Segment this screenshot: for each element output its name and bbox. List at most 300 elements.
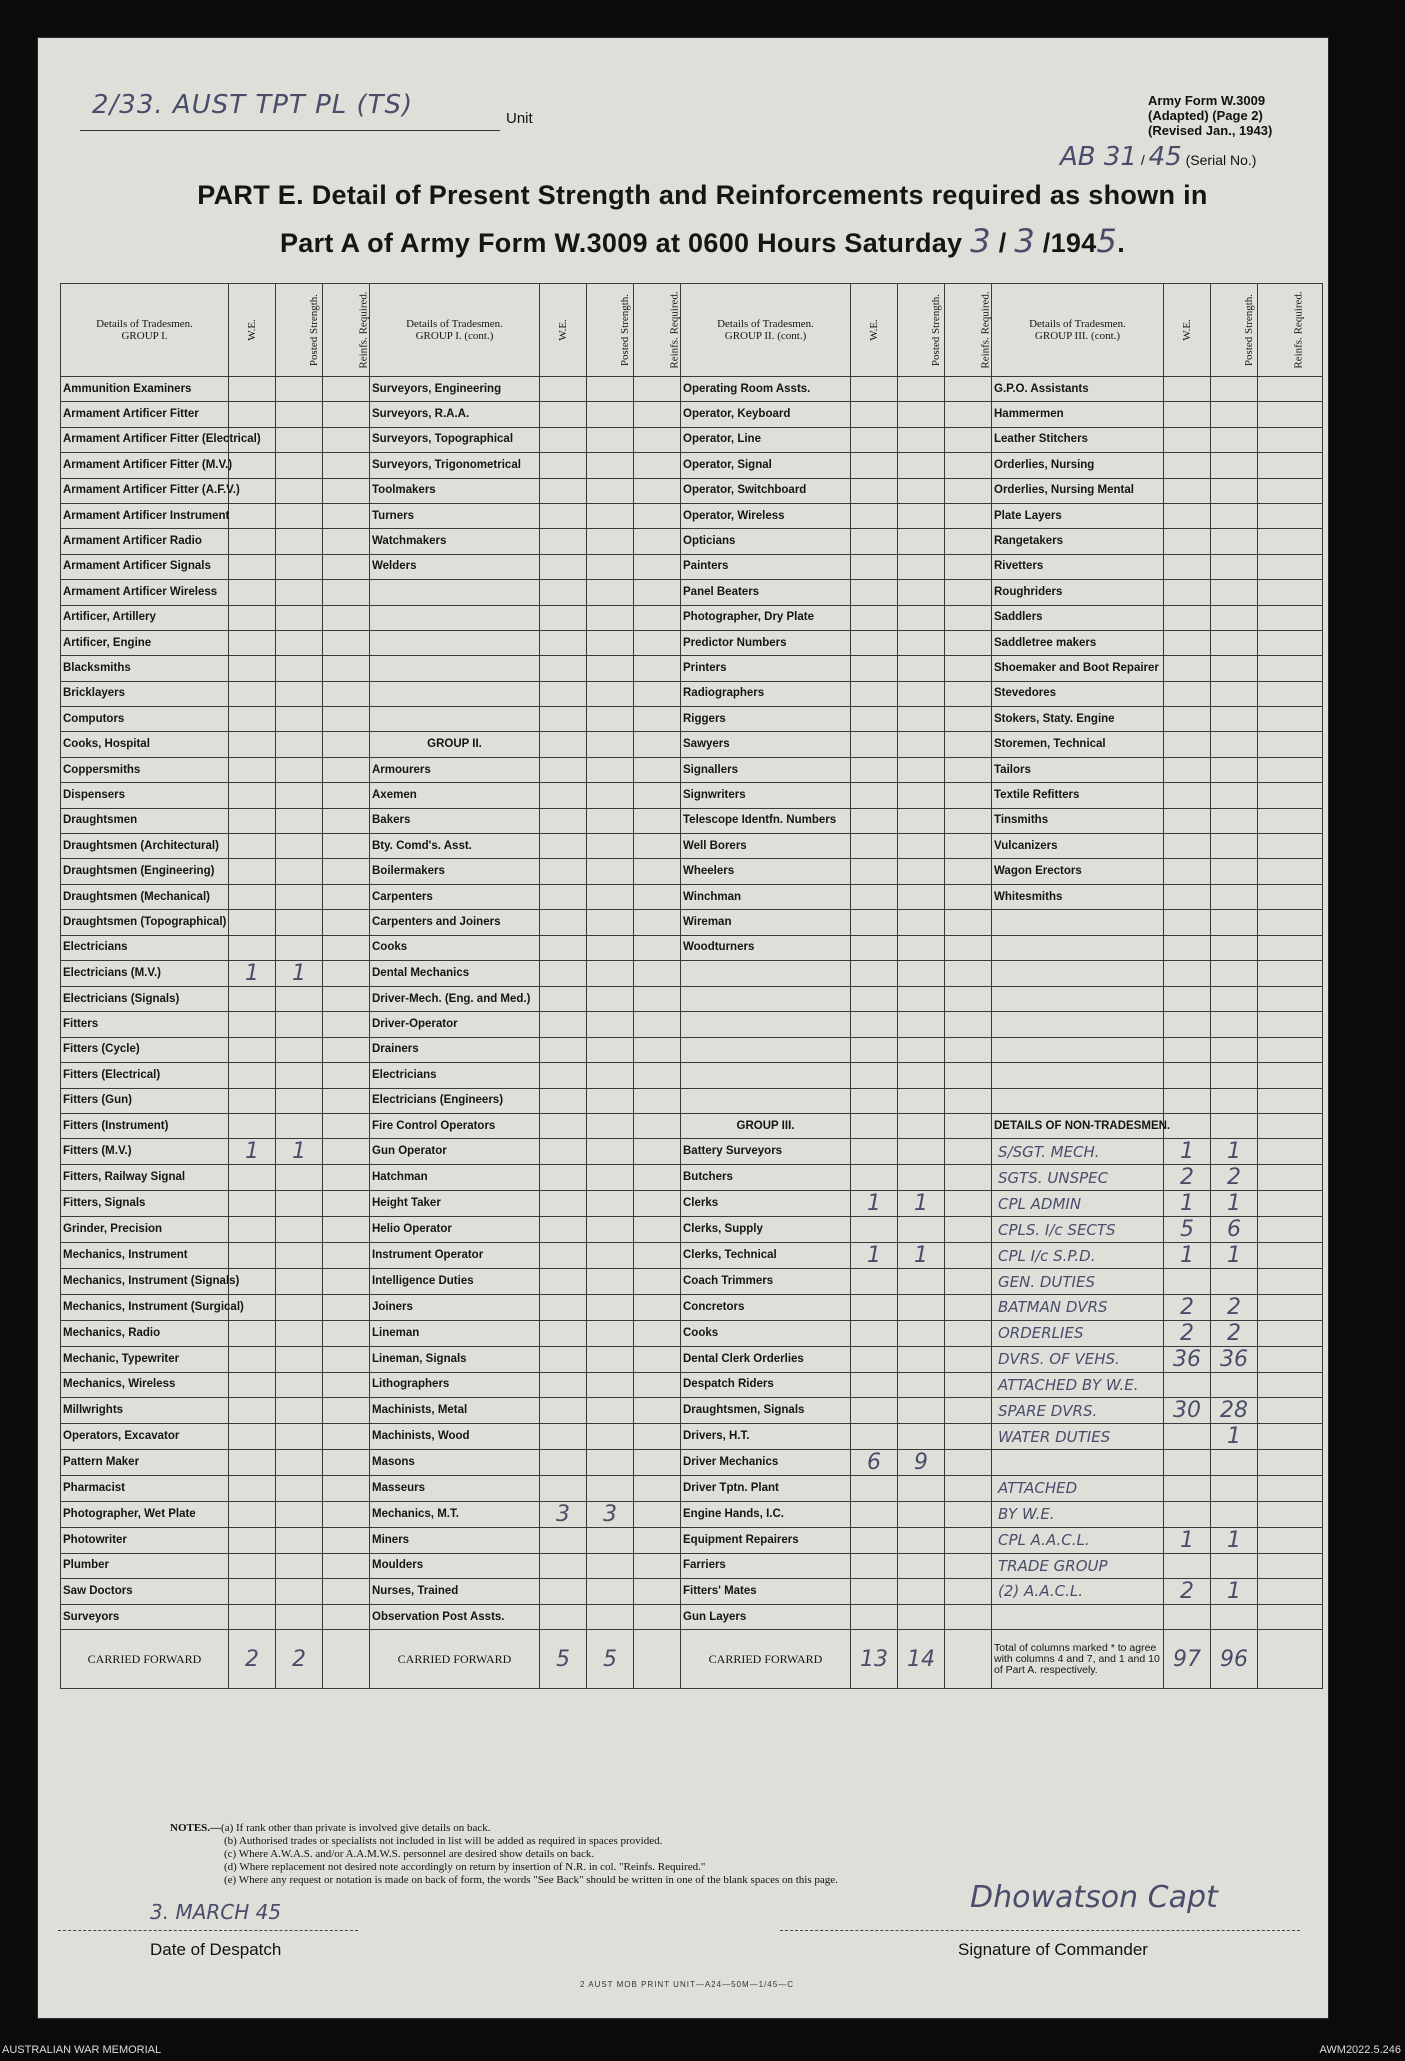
trade-label xyxy=(992,986,1164,1011)
cell-posted xyxy=(587,529,634,554)
cell-we xyxy=(851,783,898,808)
cell-we xyxy=(229,935,276,960)
trade-label: Helio Operator xyxy=(370,1217,540,1243)
cell-reinfs xyxy=(1258,960,1323,986)
title-prefix: Part A of Army Form W.3009 at 0600 Hours Saturday xyxy=(279,228,963,258)
despatch-date-handwritten: 3. MARCH 45 xyxy=(150,1900,282,1924)
cell-reinfs xyxy=(1258,986,1323,1011)
cell-we: 1 xyxy=(851,1191,898,1217)
trade-label: Mechanics, M.T. xyxy=(370,1501,540,1527)
cell-posted xyxy=(276,1372,323,1397)
cell-posted xyxy=(276,884,323,909)
cell-we xyxy=(851,377,898,402)
trade-label: Wagon Erectors xyxy=(992,859,1164,884)
trade-label xyxy=(992,910,1164,935)
cell-we xyxy=(229,681,276,706)
cell-posted: 6 xyxy=(1211,1217,1258,1243)
cell-reinfs xyxy=(945,427,992,452)
cell-reinfs xyxy=(945,935,992,960)
cell-reinfs xyxy=(1258,1372,1323,1397)
table-row xyxy=(61,427,1323,452)
table-row xyxy=(61,884,1323,909)
cell-reinfs xyxy=(945,783,992,808)
cell-reinfs xyxy=(945,910,992,935)
table-row xyxy=(61,1165,1323,1191)
cell-posted xyxy=(276,1450,323,1476)
cell-posted xyxy=(276,1346,323,1372)
trade-label: Operating Room Assts. xyxy=(681,377,851,402)
trade-label: Fire Control Operators xyxy=(370,1113,540,1138)
cell-we xyxy=(851,1269,898,1294)
trade-label: Telescope Identfn. Numbers xyxy=(681,808,851,833)
cell-reinfs xyxy=(634,986,681,1011)
cell-posted xyxy=(276,1269,323,1294)
trade-label: Equipment Repairers xyxy=(681,1527,851,1553)
cell-reinfs xyxy=(323,1346,370,1372)
cell-reinfs xyxy=(323,1269,370,1294)
table-row xyxy=(61,1553,1323,1578)
cell-posted xyxy=(587,1063,634,1088)
trade-label: Pattern Maker xyxy=(61,1450,229,1476)
cell-reinfs xyxy=(1258,1501,1323,1527)
cell-we xyxy=(1164,1476,1211,1501)
cell-we xyxy=(851,1012,898,1037)
trade-label: Storemen, Technical xyxy=(992,732,1164,757)
cell-we xyxy=(540,1476,587,1501)
cell-reinfs xyxy=(1258,529,1323,554)
cell-we xyxy=(229,834,276,859)
table-row xyxy=(61,377,1323,402)
cell-we xyxy=(1164,1450,1211,1476)
cell-we: 2 xyxy=(1164,1294,1211,1320)
cell-we xyxy=(229,1398,276,1424)
table-row xyxy=(61,554,1323,579)
trade-label: Bricklayers xyxy=(61,681,229,706)
cell-reinfs xyxy=(945,884,992,909)
cell-posted xyxy=(1211,1113,1258,1138)
table-row xyxy=(61,960,1323,986)
cell-posted xyxy=(587,1553,634,1578)
cell-posted xyxy=(898,1320,945,1346)
trade-label: Joiners xyxy=(370,1294,540,1320)
trade-label: Welders xyxy=(370,554,540,579)
cell-we xyxy=(851,1604,898,1629)
cell-reinfs xyxy=(634,1088,681,1113)
cell-posted xyxy=(898,783,945,808)
cell-reinfs xyxy=(1258,1320,1323,1346)
cell-posted xyxy=(587,1243,634,1269)
serial-number xyxy=(1060,142,1256,172)
cell-posted xyxy=(898,1063,945,1088)
table-row xyxy=(61,859,1323,884)
cell-we xyxy=(540,834,587,859)
cell-reinfs xyxy=(1258,1217,1323,1243)
cell-reinfs xyxy=(323,1165,370,1191)
cell-posted xyxy=(1211,1604,1258,1629)
cell-reinfs xyxy=(1258,732,1323,757)
trade-label: Fitters, Signals xyxy=(61,1191,229,1217)
cell-posted xyxy=(276,1294,323,1320)
cell-we xyxy=(851,935,898,960)
trade-label: Mechanics, Wireless xyxy=(61,1372,229,1397)
cell-we xyxy=(540,1398,587,1424)
cell-posted xyxy=(276,1553,323,1578)
cell-posted xyxy=(1211,783,1258,808)
cell-posted xyxy=(1211,478,1258,503)
cell-reinfs xyxy=(323,630,370,655)
cell-posted: 1 xyxy=(1211,1578,1258,1604)
cell-posted xyxy=(898,1217,945,1243)
trade-label: SGTS. UNSPEC xyxy=(992,1165,1164,1191)
cell-we xyxy=(540,1037,587,1062)
cell-posted xyxy=(898,402,945,427)
trade-label: ATTACHED xyxy=(992,1476,1164,1501)
cell-reinfs xyxy=(323,453,370,478)
form-reference xyxy=(1148,93,1272,138)
cell-reinfs xyxy=(634,783,681,808)
cell-posted: 3 xyxy=(587,1501,634,1527)
group-heading: GROUP II. xyxy=(370,732,540,757)
unit-label: Unit xyxy=(506,110,533,127)
cell-reinfs xyxy=(323,1398,370,1424)
cell-we xyxy=(851,630,898,655)
cell-posted xyxy=(898,1424,945,1450)
cell-we: 3 xyxy=(540,1501,587,1527)
cell-reinfs xyxy=(945,656,992,681)
cell-reinfs xyxy=(945,986,992,1011)
table-row xyxy=(61,986,1323,1011)
cell-posted xyxy=(587,707,634,732)
cell-we xyxy=(1164,402,1211,427)
cf-posted: 14 xyxy=(898,1630,945,1689)
cell-we xyxy=(229,1113,276,1138)
cell-reinfs xyxy=(634,859,681,884)
cell-we xyxy=(229,377,276,402)
cell-posted xyxy=(1211,732,1258,757)
cell-posted xyxy=(276,1527,323,1553)
trade-label: Armament Artificer Signals xyxy=(61,554,229,579)
cell-reinfs xyxy=(323,1294,370,1320)
cell-we xyxy=(1164,986,1211,1011)
table-row xyxy=(61,1476,1323,1501)
table-row xyxy=(61,580,1323,605)
trade-label: Mechanics, Instrument xyxy=(61,1243,229,1269)
cf-reinfs xyxy=(323,1630,370,1689)
cell-posted xyxy=(898,1578,945,1604)
cell-reinfs xyxy=(945,707,992,732)
trade-label: Fitters, Railway Signal xyxy=(61,1165,229,1191)
carried-forward-row xyxy=(61,1630,1323,1689)
trade-label xyxy=(992,1037,1164,1062)
trade-label xyxy=(370,630,540,655)
cell-reinfs xyxy=(1258,656,1323,681)
cell-posted xyxy=(276,554,323,579)
cell-posted xyxy=(276,1320,323,1346)
trade-label: Photographer, Dry Plate xyxy=(681,605,851,630)
cell-reinfs xyxy=(634,1398,681,1424)
trade-label: Boilermakers xyxy=(370,859,540,884)
trade-label: Woodturners xyxy=(681,935,851,960)
cell-reinfs xyxy=(945,1269,992,1294)
cell-we xyxy=(540,1553,587,1578)
cell-reinfs xyxy=(1258,453,1323,478)
trade-label: Surveyors, Topographical xyxy=(370,427,540,452)
trade-label: Computors xyxy=(61,707,229,732)
trade-label xyxy=(992,935,1164,960)
trade-label: Artificer, Artillery xyxy=(61,605,229,630)
trade-label: Draughtsmen (Topographical) xyxy=(61,910,229,935)
cell-posted xyxy=(1211,1037,1258,1062)
trade-label: Well Borers xyxy=(681,834,851,859)
trade-label: Lineman, Signals xyxy=(370,1346,540,1372)
cell-posted xyxy=(898,707,945,732)
cell-we xyxy=(540,630,587,655)
cell-we xyxy=(1164,1012,1211,1037)
cell-reinfs xyxy=(323,884,370,909)
trade-label: GEN. DUTIES xyxy=(992,1269,1164,1294)
trade-label: Wireman xyxy=(681,910,851,935)
trade-label xyxy=(681,1012,851,1037)
cell-posted xyxy=(898,732,945,757)
cell-reinfs xyxy=(634,580,681,605)
col-header-reinfs: Reinfs. Required. xyxy=(634,284,681,377)
cell-we: 6 xyxy=(851,1450,898,1476)
cell-posted xyxy=(898,1294,945,1320)
col-header-we: W.E. xyxy=(851,284,898,377)
cell-we: 1 xyxy=(851,1243,898,1269)
cell-posted xyxy=(1211,630,1258,655)
trade-label: Fitters (Gun) xyxy=(61,1088,229,1113)
despatch-label: Date of Despatch xyxy=(150,1940,282,1959)
cell-posted xyxy=(587,1012,634,1037)
cell-we xyxy=(1164,859,1211,884)
cell-posted xyxy=(587,1217,634,1243)
trade-label: Mechanics, Instrument (Signals) xyxy=(61,1269,229,1294)
cell-posted xyxy=(1211,884,1258,909)
cell-we xyxy=(851,1424,898,1450)
cell-we xyxy=(851,478,898,503)
cell-we xyxy=(229,503,276,528)
cell-reinfs xyxy=(945,732,992,757)
cell-we xyxy=(229,580,276,605)
cell-we xyxy=(851,427,898,452)
cell-posted xyxy=(1211,554,1258,579)
trade-label: Radiographers xyxy=(681,681,851,706)
cell-posted xyxy=(276,1578,323,1604)
trade-label: Cooks xyxy=(681,1320,851,1346)
cell-we xyxy=(1164,1424,1211,1450)
cell-posted xyxy=(587,884,634,909)
cell-reinfs xyxy=(323,1424,370,1450)
trade-label: Armament Artificer Instrument xyxy=(61,503,229,528)
table-row xyxy=(61,1604,1323,1629)
cell-posted xyxy=(276,1191,323,1217)
trade-label: Clerks, Supply xyxy=(681,1217,851,1243)
cell-posted xyxy=(1211,707,1258,732)
cell-posted xyxy=(587,1113,634,1138)
trade-label: Armament Artificer Radio xyxy=(61,529,229,554)
cell-posted xyxy=(587,1476,634,1501)
cell-posted xyxy=(587,1604,634,1629)
cell-reinfs xyxy=(945,808,992,833)
cell-reinfs xyxy=(634,681,681,706)
cell-reinfs xyxy=(323,554,370,579)
cell-posted xyxy=(1211,1553,1258,1578)
cell-we xyxy=(229,605,276,630)
serial-sep: / xyxy=(1140,152,1145,168)
trade-label: Draughtsmen (Engineering) xyxy=(61,859,229,884)
col-header-we: W.E. xyxy=(1164,284,1211,377)
cell-we xyxy=(229,757,276,782)
cell-we xyxy=(851,554,898,579)
cell-posted xyxy=(587,808,634,833)
cell-posted xyxy=(276,910,323,935)
cell-we xyxy=(540,1269,587,1294)
table-row xyxy=(61,1294,1323,1320)
trade-label: Draughtsmen xyxy=(61,808,229,833)
cell-posted xyxy=(276,1604,323,1629)
cell-posted xyxy=(276,757,323,782)
cell-we xyxy=(229,1501,276,1527)
cell-we xyxy=(851,1398,898,1424)
cell-posted xyxy=(898,1088,945,1113)
cell-reinfs xyxy=(945,1139,992,1165)
trade-label: Intelligence Duties xyxy=(370,1269,540,1294)
cell-reinfs xyxy=(323,1604,370,1629)
cell-we xyxy=(1164,478,1211,503)
cell-reinfs xyxy=(1258,910,1323,935)
trade-label: Mechanics, Instrument (Surgical) xyxy=(61,1294,229,1320)
cell-we xyxy=(851,1527,898,1553)
trade-label xyxy=(681,1063,851,1088)
cell-posted xyxy=(1211,1450,1258,1476)
table-row xyxy=(61,1372,1323,1397)
cell-posted xyxy=(276,834,323,859)
total-label: Total of columns marked * to agree with columns 4 and 7, and 1 and 10 of Part A. respectively. xyxy=(992,1630,1164,1689)
table-row xyxy=(61,732,1323,757)
cf-we: 5 xyxy=(540,1630,587,1689)
trade-label: Stokers, Staty. Engine xyxy=(992,707,1164,732)
col-header-posted: Posted Strength. xyxy=(276,284,323,377)
notes-label: NOTES.— xyxy=(170,1822,222,1834)
cell-posted xyxy=(898,757,945,782)
trade-label: WATER DUTIES xyxy=(992,1424,1164,1450)
trade-label: Operator, Signal xyxy=(681,453,851,478)
cell-posted xyxy=(1211,377,1258,402)
cell-posted xyxy=(1211,529,1258,554)
table-row xyxy=(61,503,1323,528)
trade-label: ORDERLIES xyxy=(992,1320,1164,1346)
col-header-we: W.E. xyxy=(229,284,276,377)
cell-we xyxy=(540,529,587,554)
table-row xyxy=(61,1243,1323,1269)
cell-reinfs xyxy=(323,681,370,706)
trade-label: Panel Beaters xyxy=(681,580,851,605)
trade-label: Mechanic, Typewriter xyxy=(61,1346,229,1372)
cell-we xyxy=(851,529,898,554)
cell-we xyxy=(851,859,898,884)
cell-posted xyxy=(1211,580,1258,605)
cell-we: 2 xyxy=(1164,1165,1211,1191)
cell-posted xyxy=(276,1243,323,1269)
cell-posted xyxy=(1211,1372,1258,1397)
cell-reinfs xyxy=(634,884,681,909)
cell-reinfs xyxy=(945,1604,992,1629)
cell-we xyxy=(540,960,587,986)
trade-label: Rangetakers xyxy=(992,529,1164,554)
trade-label: Photowriter xyxy=(61,1527,229,1553)
cell-posted: 1 xyxy=(1211,1243,1258,1269)
cell-posted xyxy=(587,783,634,808)
cell-we xyxy=(1164,910,1211,935)
cell-we xyxy=(851,1113,898,1138)
table-row xyxy=(61,1346,1323,1372)
trade-label: Height Taker xyxy=(370,1191,540,1217)
cell-we xyxy=(1164,1372,1211,1397)
cell-reinfs xyxy=(323,377,370,402)
cell-we xyxy=(229,1243,276,1269)
cell-posted xyxy=(276,427,323,452)
cell-posted xyxy=(587,1294,634,1320)
cell-we xyxy=(229,986,276,1011)
cell-posted xyxy=(587,1450,634,1476)
cell-posted xyxy=(898,681,945,706)
cell-posted xyxy=(276,1424,323,1450)
trade-label: Mechanics, Radio xyxy=(61,1320,229,1346)
cell-we xyxy=(540,377,587,402)
cell-reinfs xyxy=(1258,1553,1323,1578)
cell-posted xyxy=(587,1372,634,1397)
cell-we xyxy=(851,757,898,782)
cell-we xyxy=(1164,707,1211,732)
table-row xyxy=(61,478,1323,503)
trade-label xyxy=(370,707,540,732)
cell-we xyxy=(540,605,587,630)
cell-we xyxy=(540,656,587,681)
trade-label: Machinists, Metal xyxy=(370,1398,540,1424)
trade-label: CPLS. I/c SECTS xyxy=(992,1217,1164,1243)
cell-we xyxy=(540,1424,587,1450)
cell-we xyxy=(540,910,587,935)
cell-reinfs xyxy=(323,757,370,782)
cell-we xyxy=(229,1578,276,1604)
trade-label: Clerks, Technical xyxy=(681,1243,851,1269)
cell-posted xyxy=(898,960,945,986)
cell-we: 36 xyxy=(1164,1346,1211,1372)
cell-we xyxy=(1164,453,1211,478)
cell-reinfs xyxy=(634,707,681,732)
cell-posted xyxy=(587,681,634,706)
col-header-we: W.E. xyxy=(540,284,587,377)
cell-posted xyxy=(898,656,945,681)
cell-reinfs xyxy=(945,1501,992,1527)
trade-label: Vulcanizers xyxy=(992,834,1164,859)
cell-posted xyxy=(898,1113,945,1138)
cell-we xyxy=(540,1243,587,1269)
note-item: (e) Where any request or notation is made on back of form, the words "See Back" should be written in one of the blank spaces on this page. xyxy=(224,1874,838,1886)
cell-reinfs xyxy=(323,1527,370,1553)
cell-reinfs xyxy=(1258,1450,1323,1476)
cell-posted xyxy=(587,1398,634,1424)
cell-reinfs xyxy=(634,1320,681,1346)
trade-label: Opticians xyxy=(681,529,851,554)
trade-label: Predictor Numbers xyxy=(681,630,851,655)
cell-posted xyxy=(1211,1476,1258,1501)
cell-reinfs xyxy=(634,1269,681,1294)
cell-we xyxy=(540,1578,587,1604)
trade-label: Miners xyxy=(370,1527,540,1553)
cell-posted xyxy=(276,783,323,808)
